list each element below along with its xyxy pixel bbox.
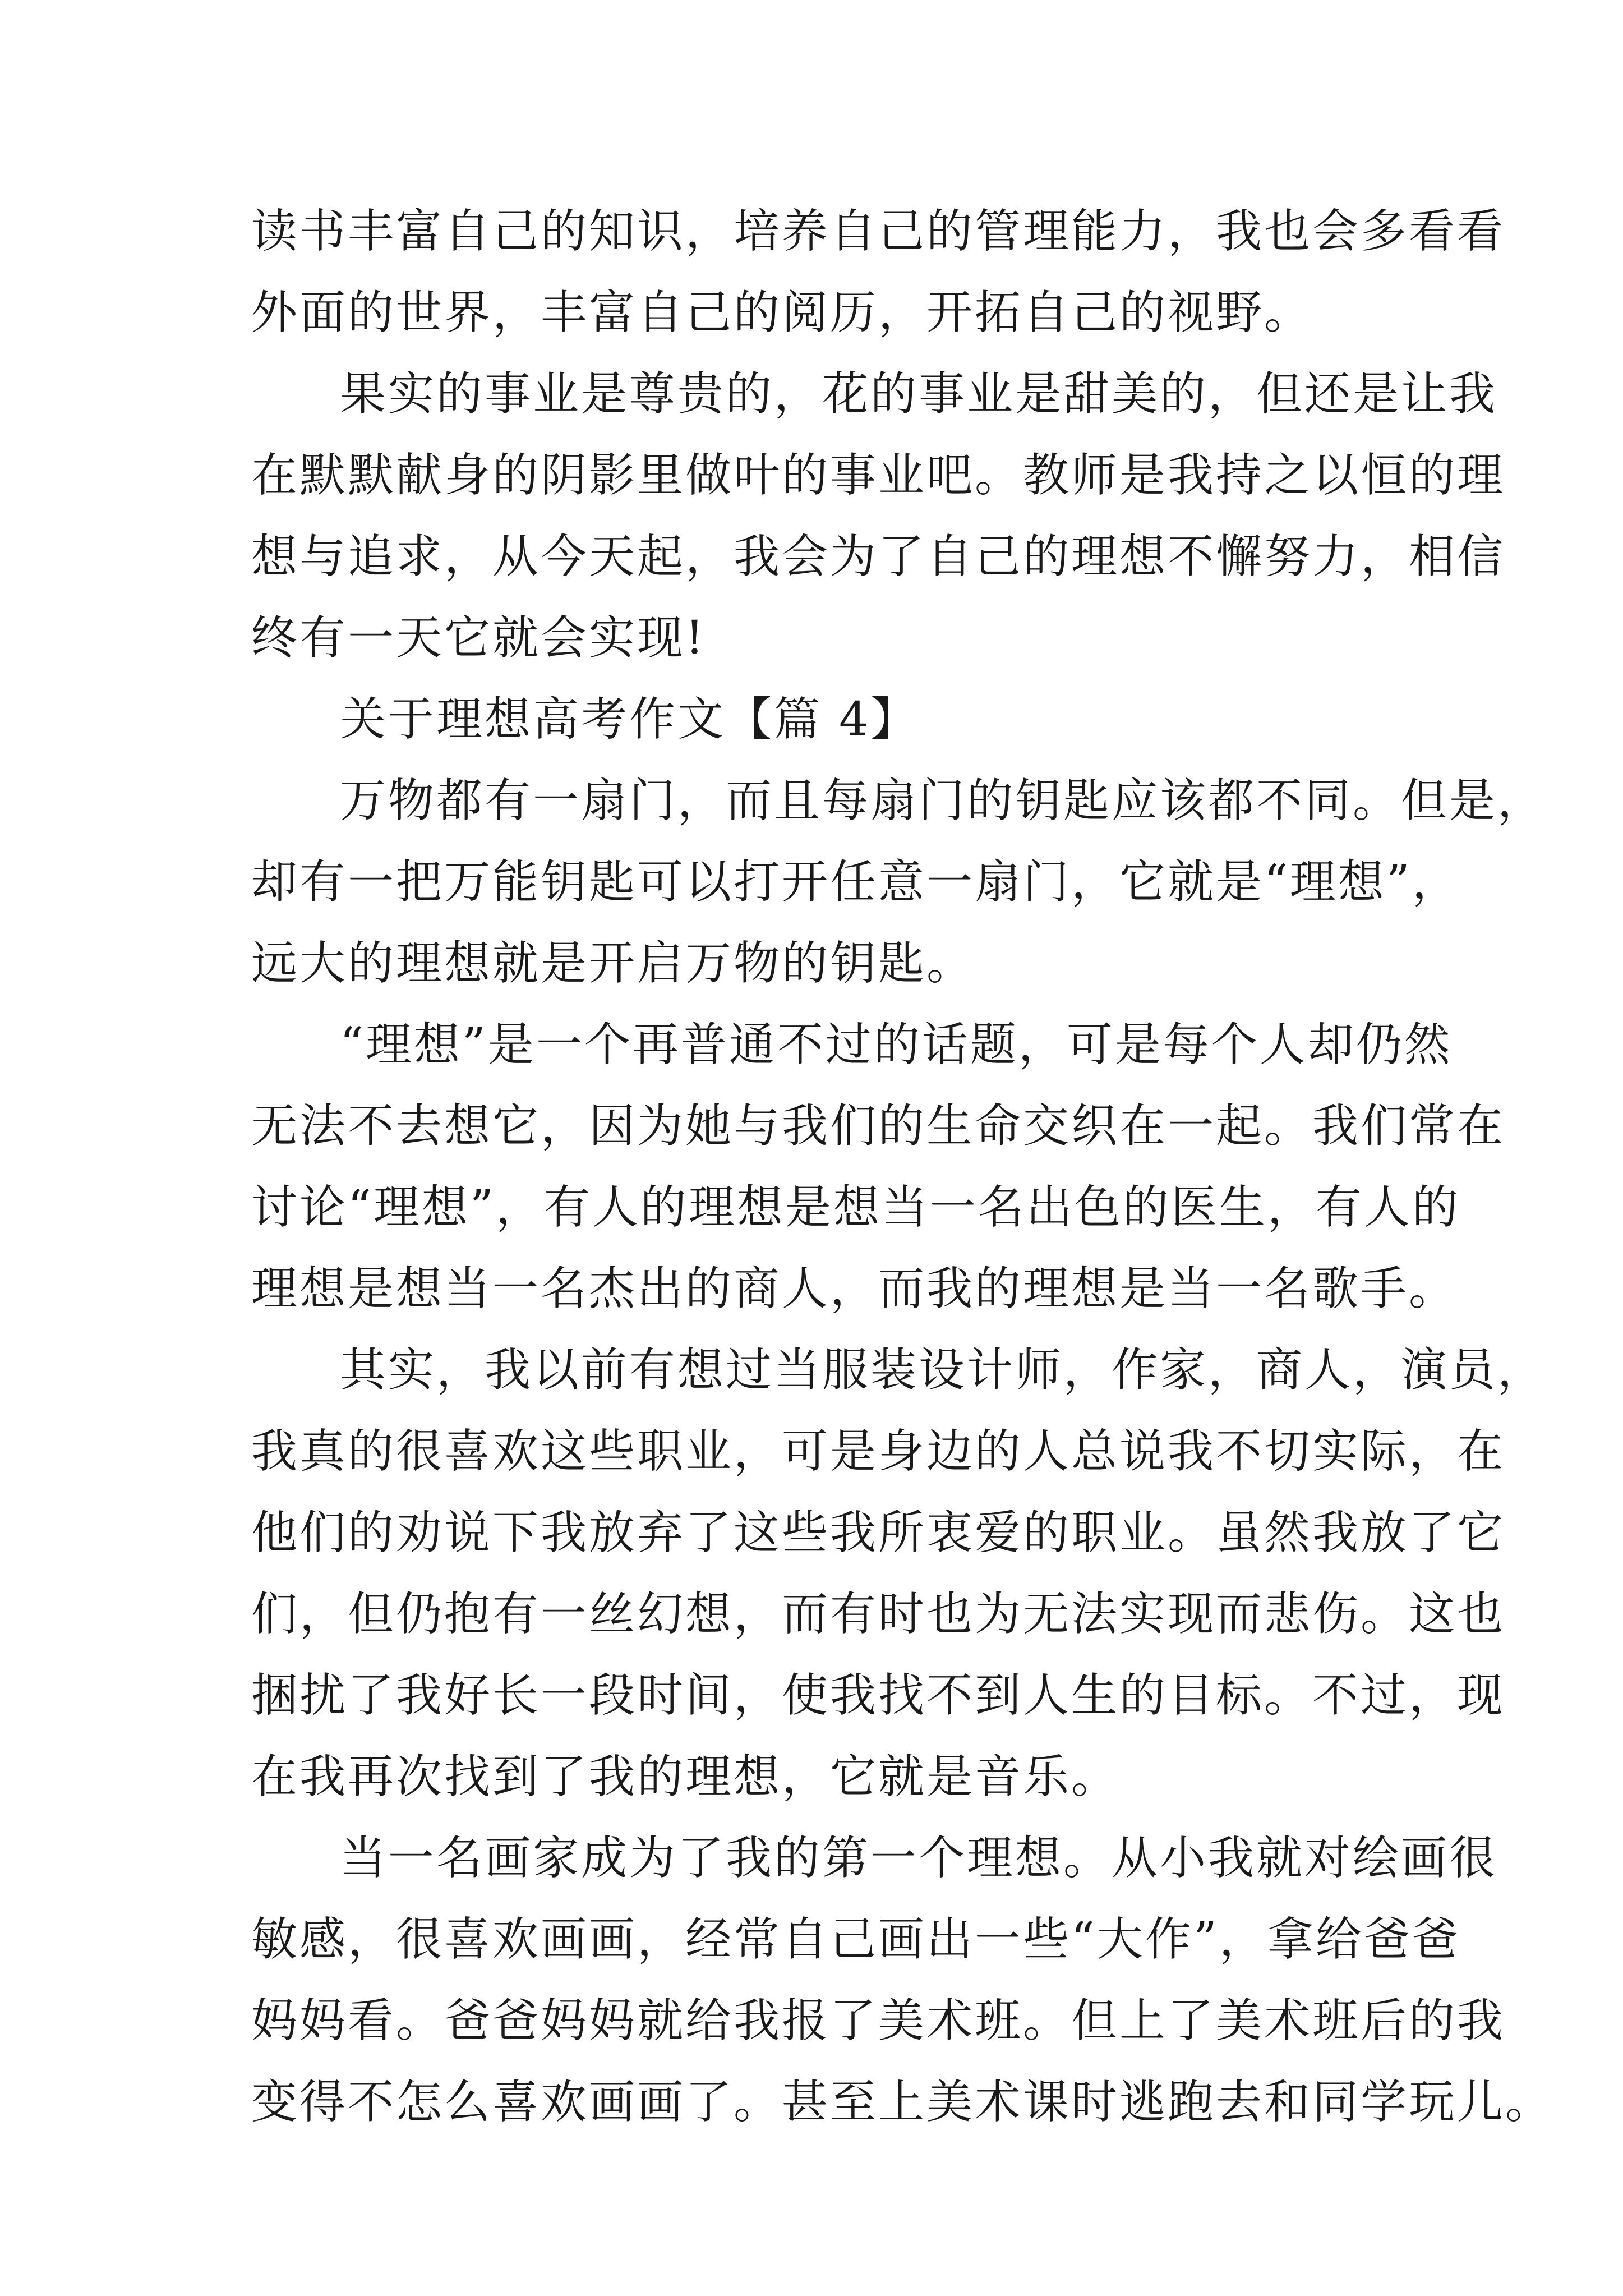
text-line: 想与追求，从今天起，我会为了自己的理想不懈努力，相信: [251, 530, 1506, 583]
text-line: 妈妈看。爸爸妈妈就给我报了美术班。但上了美术班后的我: [251, 1994, 1506, 2047]
text-line: 外面的世界，丰富自己的阅历，开拓自己的视野。: [251, 286, 1313, 339]
text-line: 在我再次找到了我的理想，它就是音乐。: [251, 1750, 1120, 1803]
text-line: 在默默献身的阴影里做叶的事业吧。教师是我持之以恒的理: [251, 449, 1506, 502]
text-line: 我真的很喜欢这些职业，可是身边的人总说我不切实际，在: [251, 1425, 1506, 1478]
text-line: 当一名画家成为了我的第一个理想。从小我就对绘画很: [340, 1832, 1498, 1885]
text-line: 理想是想当一名杰出的商人，而我的理想是当一名歌手。: [251, 1262, 1458, 1315]
text-line: “理想”是一个再普通不过的话题，可是每个人却仍然: [340, 1018, 1453, 1071]
text-line: 他们的劝说下我放弃了这些我所衷爱的职业。虽然我放了它: [251, 1506, 1506, 1559]
text-line: 终有一天它就会实现!: [251, 611, 706, 665]
text-line: 远大的理想就是开启万物的钥匙。: [251, 937, 975, 990]
text-line: 果实的事业是尊贵的，花的事业是甜美的，但还是让我: [340, 367, 1498, 421]
section-heading: 关于理想高考作文【篇 4】: [340, 693, 919, 746]
text-line: 捆扰了我好长一段时间，使我找不到人生的目标。不过，现: [251, 1669, 1506, 1722]
text-line: 变得不怎么喜欢画画了。甚至上美术课时逃跑去和同学玩儿。: [251, 2076, 1554, 2129]
text-line: 万物都有一扇门，而且每扇门的钥匙应该都不同。但是，: [340, 774, 1546, 827]
document-body: [251, 191, 1554, 2143]
text-line: 敏感，很喜欢画画，经常自己画出一些“大作”，拿给爸爸: [251, 1913, 1460, 1966]
text-line: 其实，我以前有想过当服装设计师，作家，商人，演员，: [340, 1343, 1546, 1397]
text-line: 讨论“理想”，有人的理想是想当一名出色的医生，有人的: [251, 1181, 1460, 1234]
text-line: 无法不去想它，因为她与我们的生命交织在一起。我们常在: [251, 1099, 1506, 1153]
text-line: 却有一把万能钥匙可以打开任意一扇门，它就是“理想”，: [251, 855, 1460, 909]
text-line: 读书丰富自己的知识，培养自己的管理能力，我也会多看看: [251, 205, 1506, 258]
text-line: 们，但仍抱有一丝幻想，而有时也为无法实现而悲伤。这也: [251, 1588, 1506, 1641]
